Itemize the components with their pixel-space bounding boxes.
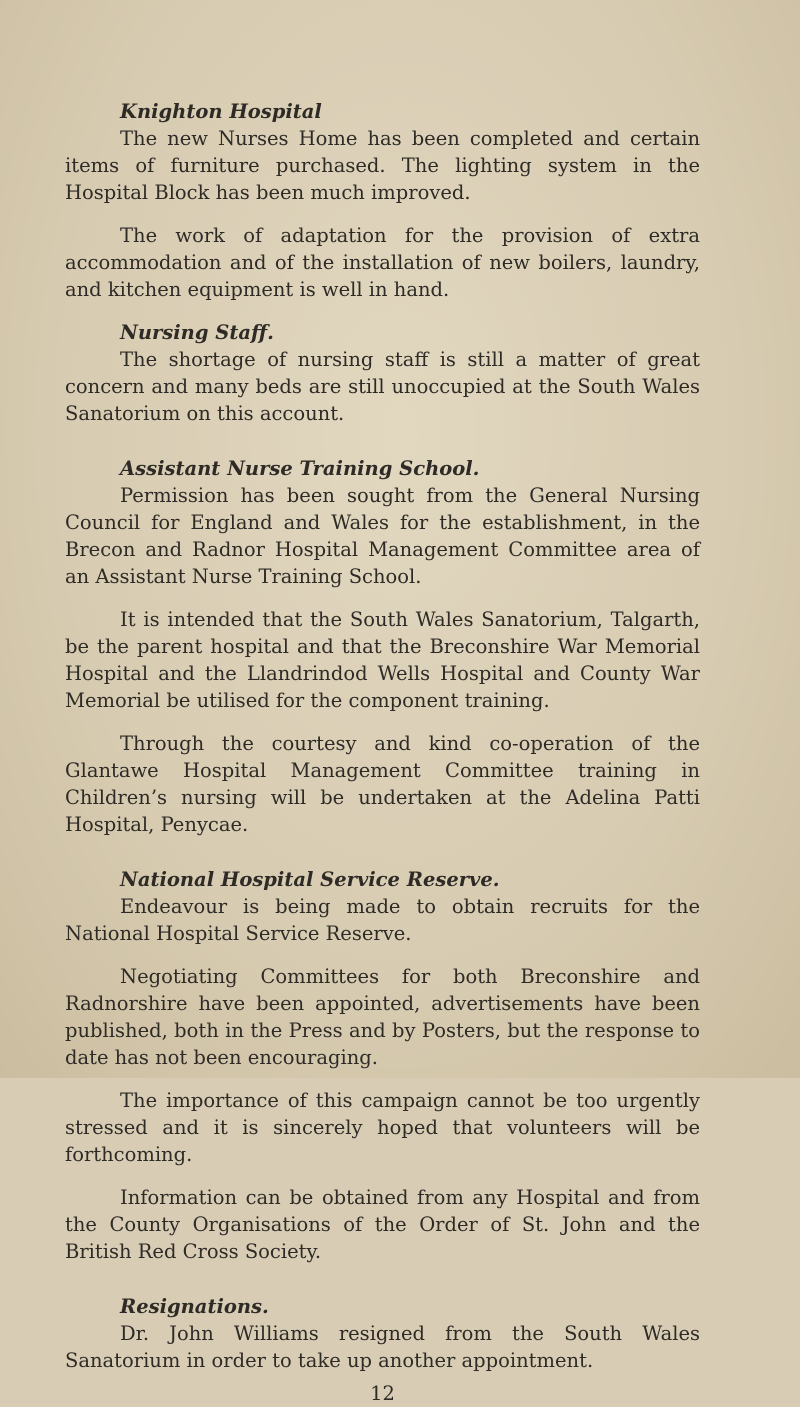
paragraph: The work of adaptation for the provision of extra accommodation and of the installation of new boilers, laundry, and kitchen equipment is well in hand. <box>65 224 700 301</box>
paragraph: Endeavour is being made to obtain recruits for the National Hospital Service Reserve. <box>65 895 700 945</box>
section-heading: Nursing Staff. <box>120 321 274 344</box>
paragraph: Negotiating Committees for both Breconshire and Radnorshire have been appointed, advertisements have been published, both in the Press and by Posters, but the response to date has not been encouraging. <box>65 965 700 1069</box>
section-resignations <box>65 1293 700 1374</box>
paragraph: Through the courtesy and kind co-operation of the Glantawe Hospital Management Committee training in Children’s nursing will be undertaken at the Adelina Patti Hospital, Penycae. <box>65 732 700 836</box>
text-column <box>65 98 700 1407</box>
paragraph: The new Nurses Home has been completed and certain items of furniture purchased. The lighting system in the Hospital Block has been much improved. <box>65 127 700 204</box>
section-heading: National Hospital Service Reserve. <box>120 868 500 891</box>
paragraph: The importance of this campaign cannot be too urgently stressed and it is sincerely hoped that volunteers will be forthcoming. <box>65 1089 700 1166</box>
page-number: 12 <box>370 1382 395 1405</box>
section-nursing-staff <box>65 319 700 427</box>
section-assistant-nurse-training <box>65 455 700 838</box>
section-heading: Assistant Nurse Training School. <box>120 457 480 480</box>
section-knighton-hospital <box>65 98 700 303</box>
paragraph: Dr. John Williams resigned from the South Wales Sanatorium in order to take up another appointment. <box>65 1322 700 1372</box>
paragraph: The shortage of nursing staff is still a matter of great concern and many beds are still unoccupied at the South Wales Sanatorium on this account. <box>65 348 700 425</box>
paragraph: It is intended that the South Wales Sanatorium, Talgarth, be the parent hospital and that the Breconshire War Memorial Hospital and the Llandrindod Wells Hospital and County War Memorial be utilised for the component training. <box>65 608 700 712</box>
paragraph: Information can be obtained from any Hospital and from the County Organisations of the Order of St. John and the British Red Cross Society. <box>65 1186 700 1263</box>
section-heading: Resignations. <box>120 1295 269 1318</box>
section-heading: Knighton Hospital <box>120 100 322 123</box>
paragraph: Permission has been sought from the General Nursing Council for England and Wales for the establishment, in the Brecon and Radnor Hospital Management Committee area of an Assistant Nurse Training School. <box>65 484 700 588</box>
section-national-hospital-reserve <box>65 866 700 1265</box>
